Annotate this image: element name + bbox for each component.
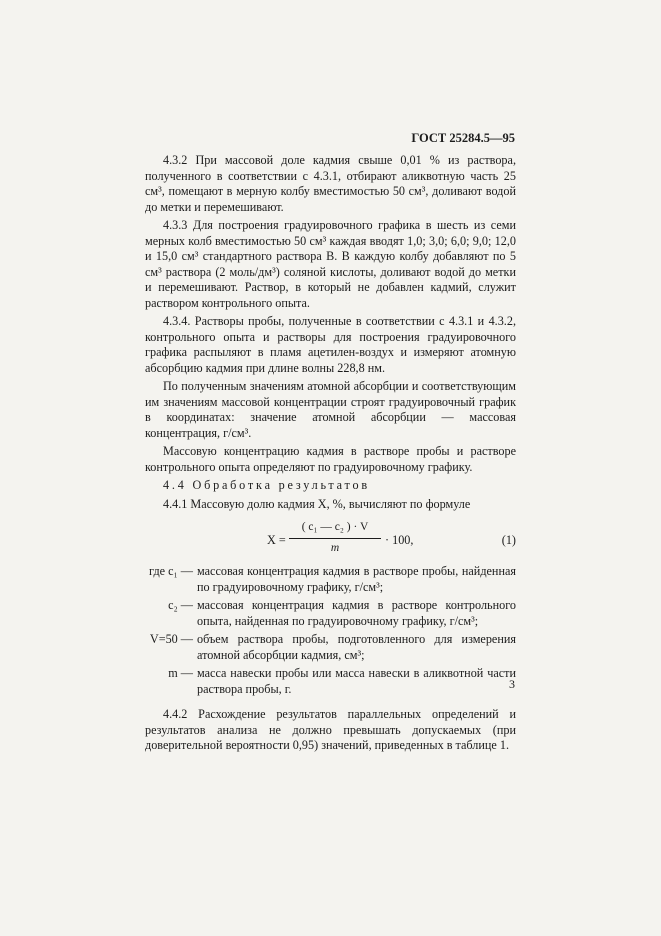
paragraph-concentration: Массовую концентрацию кадмия в растворе пробы и растворе контрольного опыта определяют по градуировочному графику. (145, 444, 516, 474)
formula-lhs: X = (267, 533, 286, 547)
formula-rhs: · 100, (385, 533, 414, 547)
page-number: 3 (509, 677, 515, 691)
document-code: ГОСТ 25284.5—95 (411, 131, 515, 145)
paragraph-4-3-2: 4.3.2 При массовой доле кадмия свыше 0,01 % из раствора, полученного в соответствии с 4.3.1, отбирают аликвотную часть 25 см³, помещают в мерную колбу вместимостью 50 см³, доливают водой до метки и перемешивают. (145, 153, 516, 214)
definition-item (145, 632, 516, 663)
definition-text: массовая концентрация кадмия в растворе контрольного опыта, найденная по градуировочному графику, г/см³; (197, 598, 516, 628)
definition-symbol: c₂ — (168, 598, 193, 612)
definition-item (145, 666, 516, 697)
formula-fraction (289, 520, 381, 556)
definition-symbol: где c₁ — (149, 564, 193, 578)
definition-text: массовая концентрация кадмия в растворе пробы, найденная по градуировочному графику, г/см³; (197, 564, 516, 594)
formula-numerator: ( c₁ — c₂ ) · V (289, 520, 381, 539)
definition-text: масса навески пробы или масса навески в аликвотной части раствора пробы, г. (197, 666, 516, 696)
paragraph-calibration-graph: По полученным значениям атомной абсорбции и соответствующим им значениям массовой концентрации строят градуировочный график в координатах: значение атомной абсорбции — массовая концентрация, г/см³. (145, 379, 516, 440)
paragraph-4-4-1: 4.4.1 Массовую долю кадмия X, %, вычисляют по формуле (163, 496, 471, 511)
document-body (145, 153, 516, 757)
definition-item (145, 598, 516, 629)
definition-text: объем раствора пробы, подготовленного для измерения атомной абсорбции кадмия, см³; (197, 632, 516, 662)
definition-symbol: m — (168, 666, 193, 680)
section-heading-4-4: 4.4 Обработка результатов (163, 478, 370, 492)
definition-symbol: V=50 — (149, 632, 193, 646)
paragraph-4-3-4: 4.3.4. Растворы пробы, полученные в соответствии с 4.3.1 и 4.3.2, контрольного опыта и растворы для построения градуировочного графика распыляют в пламя ацетилен-воздух и измеряют атомную абсорбцию кадмия при длине волны 228,8 нм. (145, 314, 516, 375)
paragraph-4-3-3: 4.3.3 Для построения градуировочного графика в шесть из семи мерных колб вместимостью 50 см³ каждая вводят 1,0; 3,0; 6,0; 9,0; 12,0 и 15,0 см³ стандартного раствора В. В каждую колбу добавляют по 5 см³ раствора (2 моль/дм³) соляной кислоты, доливают водой до метки и перемешивают. Раствор, в который не добавлен кадмий, служит раствором контрольного опыта. (145, 218, 516, 310)
formula-number: (1) (501, 533, 516, 547)
definition-item (145, 564, 516, 595)
variable-definitions (145, 564, 516, 697)
formula-1 (145, 518, 516, 560)
paragraph-4-4-2: 4.4.2 Расхождение результатов параллельных определений и результатов анализа не должно превышать допускаемых (при доверительной вероятности 0,95) значений, приведенных в таблице 1. (145, 707, 516, 752)
formula-denominator: m (330, 541, 340, 554)
